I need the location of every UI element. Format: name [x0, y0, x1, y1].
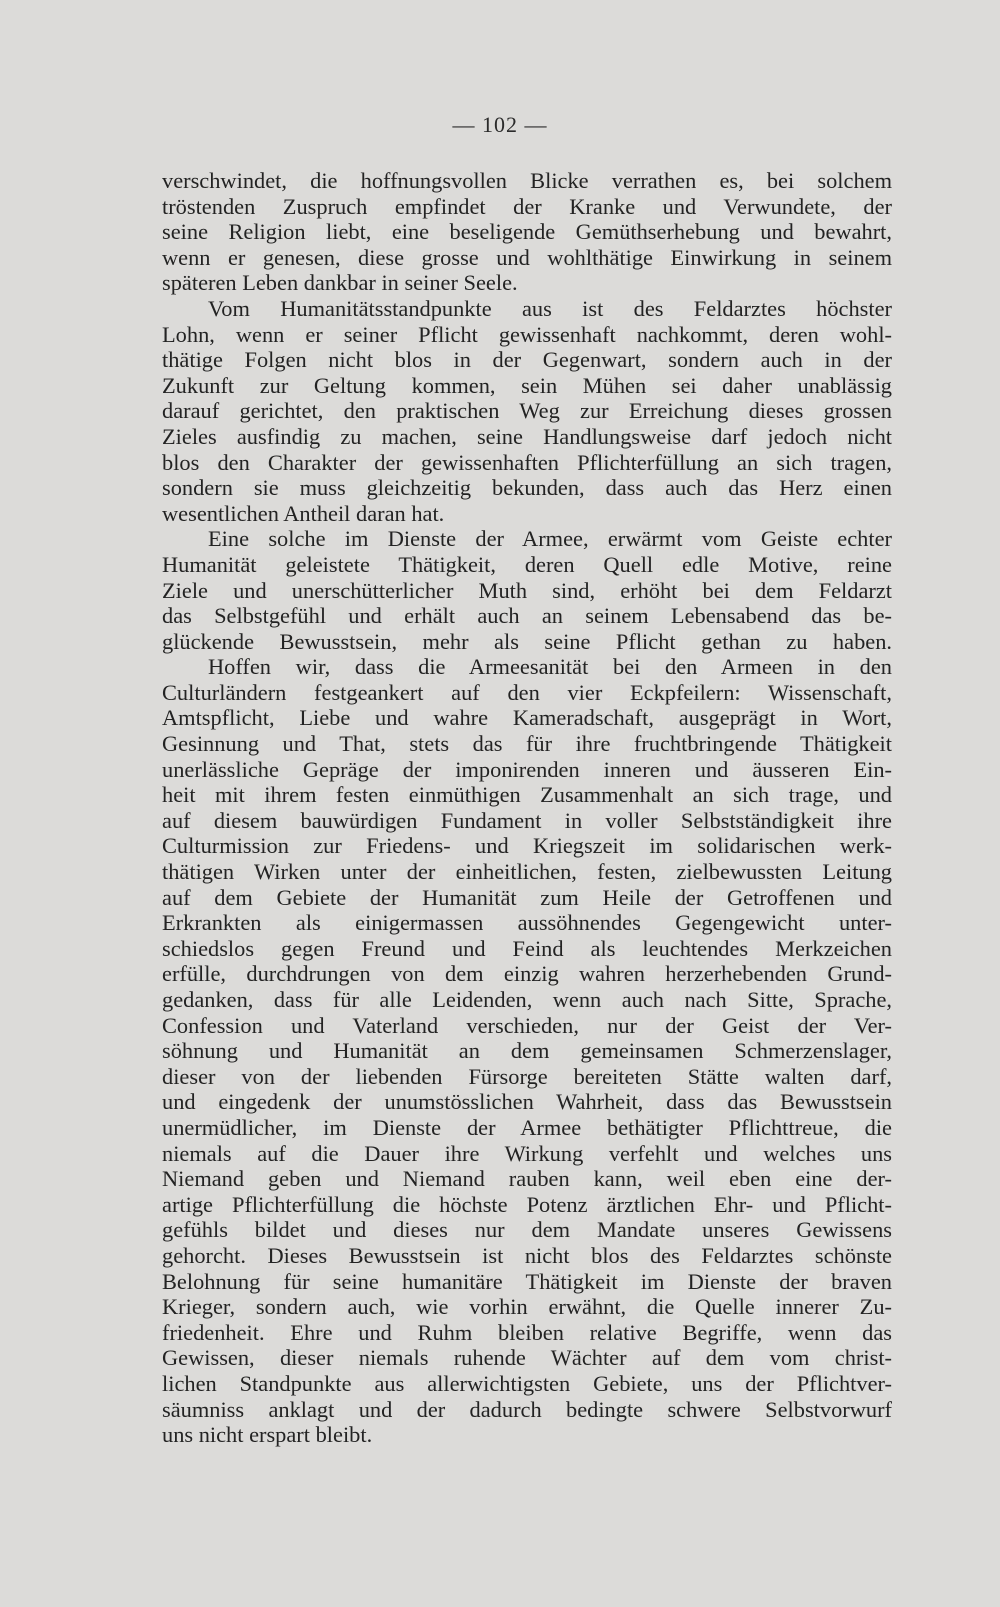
text-line: Culturländern festgeankert auf den vier Eckpfeilern: Wissenschaft, — [162, 679, 892, 705]
text-line: Niemand geben und Niemand rauben kann, weil eben eine der- — [162, 1166, 892, 1192]
text-line: glückende Bewusstsein, mehr als seine Pflicht gethan zu haben. — [162, 628, 892, 654]
text-line: Hoffen wir, dass die Armeesanität bei den Armeen in den — [208, 654, 892, 680]
text-line: blos den Charakter der gewissenhaften Pflichterfüllung an sich tragen, — [162, 449, 892, 475]
text-line: Vom Humanitätsstandpunkte aus ist des Feldarztes höchster — [208, 295, 892, 321]
text-line: das Selbstgefühl und erhält auch an seinem Lebensabend das be- — [162, 603, 892, 629]
text-line: Culturmission zur Friedens- und Kriegszeit im solidarischen werk- — [162, 833, 892, 859]
text-line: thätigen Wirken unter der einheitlichen, festen, zielbewussten Leitung — [162, 859, 892, 885]
text-line: niemals auf die Dauer ihre Wirkung verfehlt und welches uns — [162, 1140, 892, 1166]
text-line: Gesinnung und That, stets das für ihre fruchtbringende Thätigkeit — [162, 731, 892, 757]
page-number: — 102 — — [452, 112, 548, 137]
text-line: auf diesem bauwürdigen Fundament in voller Selbstständigkeit ihre — [162, 807, 892, 833]
text-line: Zukunft zur Geltung kommen, sein Mühen sei daher unablässig — [162, 372, 892, 398]
text-line: wesentlichen Antheil daran hat. — [162, 500, 445, 526]
text-line: Lohn, wenn er seiner Pflicht gewissenhaft nachkommt, deren wohl- — [162, 321, 892, 347]
text-line: gedanken, dass für alle Leidenden, wenn auch nach Sitte, Sprache, — [162, 987, 892, 1012]
text-line: säumniss anklagt und der dadurch bedingte schwere Selbstvorwurf — [162, 1396, 892, 1422]
text-line: Belohnung für seine humanitäre Thätigkeit im Dienste der braven — [162, 1268, 892, 1294]
text-line: söhnung und Humanität an dem gemeinsamen Schmerzenslager, — [162, 1038, 892, 1064]
text-line: erfülle, durchdrungen von dem einzig wahren herzerhebenden Grund- — [162, 961, 892, 987]
text-line: uns nicht erspart bleibt. — [162, 1422, 373, 1448]
text-line: lichen Standpunkte aus allerwichtigsten Gebiete, uns der Pflichtver- — [162, 1370, 892, 1396]
text-line: Humanität geleistete Thätigkeit, deren Quell edle Motive, reine — [162, 551, 892, 577]
text-line: Ziele und unerschütterlicher Muth sind, erhöht bei dem Feldarzt — [162, 577, 892, 603]
text-line: wenn er genesen, diese grosse und wohlthätige Einwirkung in seinem — [162, 244, 892, 270]
text-line: Confession und Vaterland verschieden, nur der Geist der Ver- — [162, 1012, 892, 1038]
text-line: Krieger, sondern auch, wie vorhin erwähnt, die Quelle innerer Zu- — [162, 1294, 892, 1320]
text-line: gefühls bildet und dieses nur dem Mandate unseres Gewissens — [162, 1217, 892, 1243]
text-line: artige Pflichterfüllung die höchste Potenz ärztlichen Ehr- und Pflicht- — [162, 1191, 892, 1217]
text-line: dieser von der liebenden Fürsorge bereiteten Stätte walten darf, — [162, 1063, 892, 1089]
text-line: Gewissen, dieser niemals ruhende Wächter auf dem vom christ- — [162, 1345, 892, 1371]
text-line: friedenheit. Ehre und Ruhm bleiben relative Begriffe, wenn das — [162, 1319, 892, 1345]
text-line: darauf gerichtet, den praktischen Weg zur Erreichung dieses grossen — [162, 398, 892, 424]
text-line: tröstenden Zuspruch empfindet der Kranke und Verwundete, der — [162, 193, 892, 219]
body-text — [162, 168, 892, 1448]
text-line: verschwindet, die hoffnungsvollen Blicke verrathen es, bei solchem — [162, 168, 892, 193]
text-line: gehorcht. Dieses Bewusstsein ist nicht blos des Feldarztes schönste — [162, 1242, 892, 1268]
text-line: unerlässliche Gepräge der imponirenden inneren und äusseren Ein- — [162, 756, 892, 782]
text-line: Eine solche im Dienste der Armee, erwärmt vom Geiste echter — [208, 526, 892, 552]
text-line: Amtspflicht, Liebe und wahre Kameradschaft, ausgeprägt in Wort, — [162, 705, 892, 731]
text-line: unermüdlicher, im Dienste der Armee bethätigter Pflichttreue, die — [162, 1114, 892, 1140]
text-line: heit mit ihrem festen einmüthigen Zusammenhalt an sich trage, und — [162, 782, 892, 808]
text-line: und eingedenk der unumstösslichen Wahrheit, dass das Bewusstsein — [162, 1089, 892, 1115]
text-line: seine Religion liebt, eine beseligende Gemüthserhebung und bewahrt, — [162, 219, 892, 245]
text-line: auf dem Gebiete der Humanität zum Heile der Getroffenen und — [162, 884, 892, 910]
text-line: Erkrankten als einigermassen aussöhnendes Gegengewicht unter- — [162, 910, 892, 936]
text-line: thätige Folgen nicht blos in der Gegenwart, sondern auch in der — [162, 347, 892, 373]
text-line: späteren Leben dankbar in seiner Seele. — [162, 270, 518, 296]
text-line: sondern sie muss gleichzeitig bekunden, dass auch das Herz einen — [162, 475, 892, 501]
text-line: schiedslos gegen Freund und Feind als leuchtendes Merkzeichen — [162, 935, 892, 961]
text-line: Zieles ausfindig zu machen, seine Handlungsweise darf jedoch nicht — [162, 423, 892, 449]
